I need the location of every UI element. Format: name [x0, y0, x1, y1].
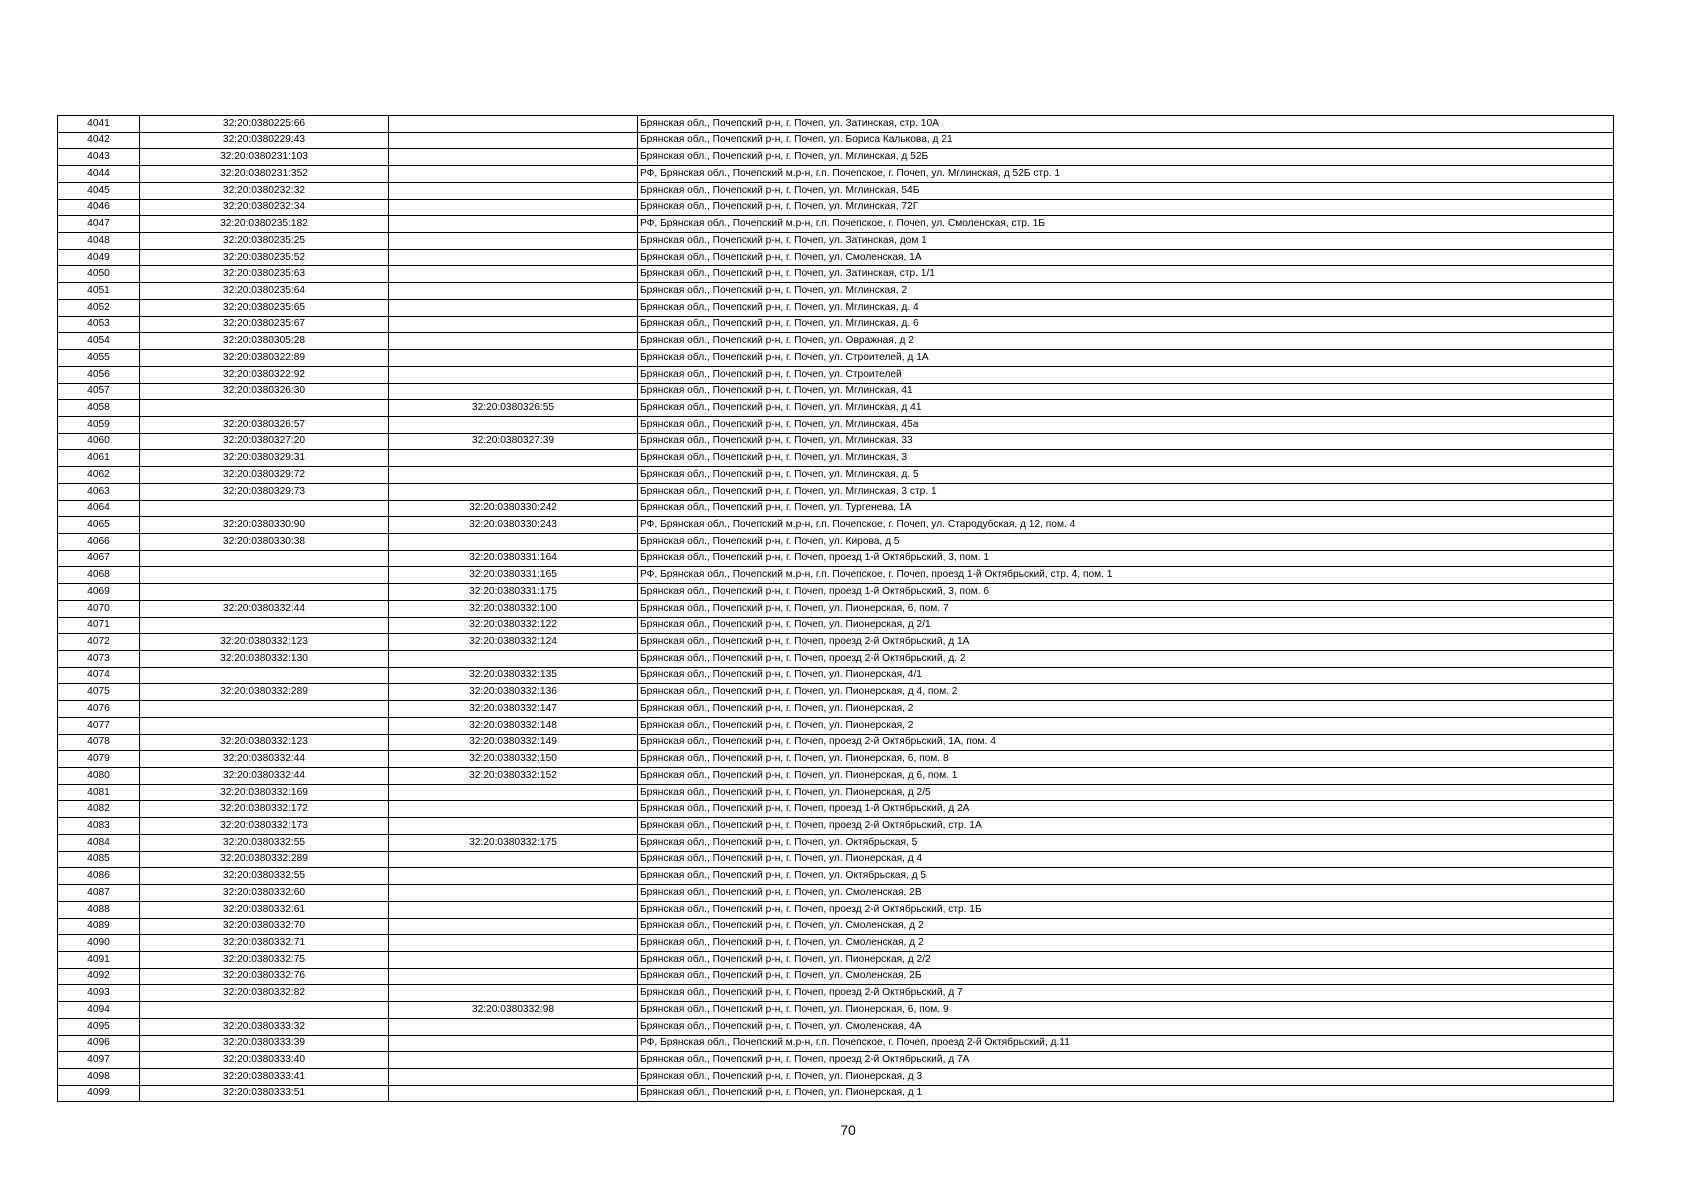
row-number-cell: 4096 [58, 1035, 140, 1052]
row-number-cell: 4048 [58, 233, 140, 250]
linked-cadastral-number-cell [389, 233, 638, 250]
cadastral-number-cell: 32:20:0380326:57 [140, 416, 389, 433]
row-number-cell: 4098 [58, 1068, 140, 1085]
address-cell: Брянская обл., Почепский р-н, г. Почеп, ул. Пионерская, д 2/2 [638, 951, 1614, 968]
row-number-cell: 4087 [58, 885, 140, 902]
table-row [58, 901, 1614, 918]
row-number-cell: 4042 [58, 132, 140, 149]
linked-cadastral-number-cell [389, 918, 638, 935]
linked-cadastral-number-cell [389, 249, 638, 266]
table-row [58, 249, 1614, 266]
table-row [58, 467, 1614, 484]
linked-cadastral-number-cell: 32:20:0380332:98 [389, 1002, 638, 1019]
table-row [58, 617, 1614, 634]
cadastral-number-cell: 32:20:0380332:76 [140, 968, 389, 985]
address-cell: Брянская обл., Почепский р-н, г. Почеп, ул. Затинская, стр. 10А [638, 116, 1614, 133]
table-row [58, 1068, 1614, 1085]
linked-cadastral-number-cell [389, 885, 638, 902]
linked-cadastral-number-cell [389, 935, 638, 952]
table-row [58, 517, 1614, 534]
linked-cadastral-number-cell [389, 266, 638, 283]
table-row [58, 533, 1614, 550]
row-number-cell: 4076 [58, 701, 140, 718]
row-number-cell: 4094 [58, 1002, 140, 1019]
cadastral-number-cell [140, 1002, 389, 1019]
row-number-cell: 4069 [58, 584, 140, 601]
table-row [58, 166, 1614, 183]
address-cell: Брянская обл., Почепский р-н, г. Почеп, ул. Пионерская, д 3 [638, 1068, 1614, 1085]
cadastral-number-cell: 32:20:0380332:123 [140, 634, 389, 651]
table-row [58, 734, 1614, 751]
cadastral-number-cell: 32:20:0380330:38 [140, 533, 389, 550]
row-number-cell: 4056 [58, 366, 140, 383]
row-number-cell: 4067 [58, 550, 140, 567]
row-number-cell: 4055 [58, 350, 140, 367]
row-number-cell: 4097 [58, 1052, 140, 1069]
table-row [58, 868, 1614, 885]
address-cell: Брянская обл., Почепский р-н, г. Почеп, ул. Смоленская, 1А [638, 249, 1614, 266]
address-cell: Брянская обл., Почепский р-н, г. Почеп, ул. Затинская, стр. 1/1 [638, 266, 1614, 283]
table-row [58, 801, 1614, 818]
table-row [58, 400, 1614, 417]
row-number-cell: 4088 [58, 901, 140, 918]
linked-cadastral-number-cell: 32:20:0380332:136 [389, 684, 638, 701]
address-cell: Брянская обл., Почепский р-н, г. Почеп, ул. Мглинская, д. 6 [638, 316, 1614, 333]
linked-cadastral-number-cell [389, 467, 638, 484]
address-cell: Брянская обл., Почепский р-н, г. Почеп, проезд 2-й Октябрьский, стр. 1Б [638, 901, 1614, 918]
table-row [58, 784, 1614, 801]
row-number-cell: 4050 [58, 266, 140, 283]
cadastral-number-cell: 32:20:0380332:123 [140, 734, 389, 751]
page-number: 70 [840, 1122, 856, 1138]
table-row [58, 316, 1614, 333]
cadastral-number-cell: 32:20:0380332:44 [140, 600, 389, 617]
address-cell: Брянская обл., Почепский р-н, г. Почеп, ул. Пионерская, 6, пом. 7 [638, 600, 1614, 617]
table-row [58, 350, 1614, 367]
linked-cadastral-number-cell [389, 801, 638, 818]
address-cell: Брянская обл., Почепский р-н, г. Почеп, ул. Пионерская, д 2/1 [638, 617, 1614, 634]
cadastral-number-cell: 32:20:0380232:34 [140, 199, 389, 216]
address-cell: Брянская обл., Почепский р-н, г. Почеп, ул. Мглинская, 45а [638, 416, 1614, 433]
linked-cadastral-number-cell [389, 1035, 638, 1052]
address-cell: Брянская обл., Почепский р-н, г. Почеп, ул. Октябрьская, 5 [638, 834, 1614, 851]
cadastral-number-cell: 32:20:0380332:82 [140, 985, 389, 1002]
table-row [58, 951, 1614, 968]
cadastral-number-cell: 32:20:0380333:40 [140, 1052, 389, 1069]
row-number-cell: 4093 [58, 985, 140, 1002]
linked-cadastral-number-cell: 32:20:0380332:150 [389, 751, 638, 768]
row-number-cell: 4091 [58, 951, 140, 968]
address-cell: Брянская обл., Почепский р-н, г. Почеп, ул. Мглинская, 2 [638, 283, 1614, 300]
cadastral-number-cell: 32:20:0380332:75 [140, 951, 389, 968]
cadastral-number-cell: 32:20:0380235:182 [140, 216, 389, 233]
table-row [58, 299, 1614, 316]
row-number-cell: 4085 [58, 851, 140, 868]
row-number-cell: 4079 [58, 751, 140, 768]
linked-cadastral-number-cell [389, 968, 638, 985]
cadastral-number-cell: 32:20:0380332:130 [140, 651, 389, 668]
row-number-cell: 4083 [58, 818, 140, 835]
linked-cadastral-number-cell [389, 166, 638, 183]
cadastral-number-cell: 32:20:0380231:352 [140, 166, 389, 183]
cadastral-number-cell: 32:20:0380229:43 [140, 132, 389, 149]
address-cell: РФ, Брянская обл., Почепский м.р-н, г.п. Почепское, г. Почеп, проезд 2-й Октябрьский, д.11 [638, 1035, 1614, 1052]
table-row [58, 333, 1614, 350]
row-number-cell: 4080 [58, 768, 140, 785]
table-row [58, 684, 1614, 701]
linked-cadastral-number-cell [389, 116, 638, 133]
address-cell: РФ, Брянская обл., Почепский м.р-н, г.п. Почепское, г. Почеп, проезд 1-й Октябрьский, стр. 4, пом. 1 [638, 567, 1614, 584]
row-number-cell: 4062 [58, 467, 140, 484]
cadastral-number-cell: 32:20:0380332:289 [140, 851, 389, 868]
table-row [58, 651, 1614, 668]
table-row [58, 266, 1614, 283]
cadastral-number-cell: 32:20:0380322:89 [140, 350, 389, 367]
cadastral-number-cell [140, 701, 389, 718]
table-row [58, 199, 1614, 216]
cadastral-number-cell [140, 567, 389, 584]
cadastral-number-cell [140, 717, 389, 734]
linked-cadastral-number-cell [389, 450, 638, 467]
linked-cadastral-number-cell [389, 416, 638, 433]
cadastral-number-cell: 32:20:0380232:32 [140, 182, 389, 199]
linked-cadastral-number-cell [389, 985, 638, 1002]
cadastral-number-cell: 32:20:0380332:289 [140, 684, 389, 701]
table-row [58, 283, 1614, 300]
table-row [58, 216, 1614, 233]
linked-cadastral-number-cell [389, 784, 638, 801]
linked-cadastral-number-cell [389, 149, 638, 166]
table-row [58, 985, 1614, 1002]
cadastral-number-cell: 32:20:0380235:63 [140, 266, 389, 283]
linked-cadastral-number-cell [389, 383, 638, 400]
registry-table-body [58, 116, 1614, 1102]
cadastral-number-cell: 32:20:0380231:103 [140, 149, 389, 166]
cadastral-number-cell: 32:20:0380332:44 [140, 768, 389, 785]
linked-cadastral-number-cell: 32:20:0380332:100 [389, 600, 638, 617]
cadastral-number-cell: 32:20:0380322:92 [140, 366, 389, 383]
row-number-cell: 4044 [58, 166, 140, 183]
linked-cadastral-number-cell: 32:20:0380332:135 [389, 667, 638, 684]
row-number-cell: 4047 [58, 216, 140, 233]
row-number-cell: 4068 [58, 567, 140, 584]
row-number-cell: 4060 [58, 433, 140, 450]
row-number-cell: 4057 [58, 383, 140, 400]
table-row [58, 116, 1614, 133]
address-cell: Брянская обл., Почепский р-н, г. Почеп, ул. Строителей [638, 366, 1614, 383]
table-row [58, 667, 1614, 684]
cadastral-number-cell [140, 400, 389, 417]
address-cell: Брянская обл., Почепский р-н, г. Почеп, ул. Смоленская, 4А [638, 1018, 1614, 1035]
row-number-cell: 4059 [58, 416, 140, 433]
cadastral-number-cell: 32:20:0380326:30 [140, 383, 389, 400]
cadastral-number-cell: 32:20:0380332:61 [140, 901, 389, 918]
cadastral-number-cell: 32:20:0380329:73 [140, 483, 389, 500]
row-number-cell: 4045 [58, 182, 140, 199]
cadastral-number-cell: 32:20:0380332:71 [140, 935, 389, 952]
address-cell: Брянская обл., Почепский р-н, г. Почеп, ул. Мглинская, д 41 [638, 400, 1614, 417]
cadastral-number-cell: 32:20:0380332:173 [140, 818, 389, 835]
address-cell: РФ, Брянская обл., Почепский м.р-н, г.п. Почепское, г. Почеп, ул. Стародубская, д 12, пом. 4 [638, 517, 1614, 534]
linked-cadastral-number-cell: 32:20:0380331:175 [389, 584, 638, 601]
address-cell: Брянская обл., Почепский р-н, г. Почеп, проезд 2-й Октябрьский, д 7 [638, 985, 1614, 1002]
address-cell: Брянская обл., Почепский р-н, г. Почеп, ул. Пионерская, д 6, пом. 1 [638, 768, 1614, 785]
row-number-cell: 4073 [58, 651, 140, 668]
address-cell: Брянская обл., Почепский р-н, г. Почеп, ул. Смоленская, 2Б [638, 968, 1614, 985]
address-cell: Брянская обл., Почепский р-н, г. Почеп, ул. Затинская, дом 1 [638, 233, 1614, 250]
table-row [58, 233, 1614, 250]
table-row [58, 500, 1614, 517]
cadastral-number-cell: 32:20:0380332:44 [140, 751, 389, 768]
cadastral-number-cell [140, 584, 389, 601]
row-number-cell: 4077 [58, 717, 140, 734]
table-row [58, 1052, 1614, 1069]
cadastral-number-cell: 32:20:0380235:25 [140, 233, 389, 250]
cadastral-number-cell: 32:20:0380333:41 [140, 1068, 389, 1085]
address-cell: Брянская обл., Почепский р-н, г. Почеп, ул. Смоленская, д 2 [638, 935, 1614, 952]
cadastral-number-cell: 32:20:0380327:20 [140, 433, 389, 450]
cadastral-number-cell: 32:20:0380332:70 [140, 918, 389, 935]
address-cell: Брянская обл., Почепский р-н, г. Почеп, ул. Смоленская, 2В [638, 885, 1614, 902]
cadastral-number-cell: 32:20:0380332:60 [140, 885, 389, 902]
cadastral-number-cell: 32:20:0380332:172 [140, 801, 389, 818]
cadastral-number-cell [140, 500, 389, 517]
table-row [58, 634, 1614, 651]
address-cell: Брянская обл., Почепский р-н, г. Почеп, ул. Строителей, д 1А [638, 350, 1614, 367]
row-number-cell: 4065 [58, 517, 140, 534]
table-row [58, 751, 1614, 768]
cadastral-number-cell: 32:20:0380332:169 [140, 784, 389, 801]
table-row [58, 1035, 1614, 1052]
address-cell: Брянская обл., Почепский р-н, г. Почеп, ул. Овражная, д 2 [638, 333, 1614, 350]
table-row [58, 600, 1614, 617]
address-cell: Брянская обл., Почепский р-н, г. Почеп, ул. Пионерская, д 4, пом. 2 [638, 684, 1614, 701]
row-number-cell: 4078 [58, 734, 140, 751]
address-cell: РФ, Брянская обл., Почепский м.р-н, г.п. Почепское, г. Почеп, ул. Смоленская, стр. 1Б [638, 216, 1614, 233]
address-cell: Брянская обл., Почепский р-н, г. Почеп, проезд 1-й Октябрьский, 3, пом. 1 [638, 550, 1614, 567]
row-number-cell: 4051 [58, 283, 140, 300]
row-number-cell: 4063 [58, 483, 140, 500]
cadastral-number-cell [140, 550, 389, 567]
linked-cadastral-number-cell [389, 1052, 638, 1069]
address-cell: Брянская обл., Почепский р-н, г. Почеп, ул. Кирова, д 5 [638, 533, 1614, 550]
address-cell: Брянская обл., Почепский р-н, г. Почеп, ул. Пионерская, 4/1 [638, 667, 1614, 684]
table-row [58, 182, 1614, 199]
linked-cadastral-number-cell [389, 818, 638, 835]
address-cell: Брянская обл., Почепский р-н, г. Почеп, ул. Пионерская, д 1 [638, 1085, 1614, 1102]
row-number-cell: 4075 [58, 684, 140, 701]
row-number-cell: 4095 [58, 1018, 140, 1035]
linked-cadastral-number-cell: 32:20:0380332:149 [389, 734, 638, 751]
row-number-cell: 4071 [58, 617, 140, 634]
address-cell: Брянская обл., Почепский р-н, г. Почеп, ул. Пионерская, 2 [638, 717, 1614, 734]
row-number-cell: 4064 [58, 500, 140, 517]
address-cell: Брянская обл., Почепский р-н, г. Почеп, ул. Октябрьская, д 5 [638, 868, 1614, 885]
address-cell: Брянская обл., Почепский р-н, г. Почеп, ул. Мглинская, 33 [638, 433, 1614, 450]
linked-cadastral-number-cell: 32:20:0380332:122 [389, 617, 638, 634]
table-row [58, 450, 1614, 467]
linked-cadastral-number-cell: 32:20:0380330:242 [389, 500, 638, 517]
cadastral-number-cell: 32:20:0380235:67 [140, 316, 389, 333]
row-number-cell: 4082 [58, 801, 140, 818]
table-row [58, 567, 1614, 584]
linked-cadastral-number-cell [389, 132, 638, 149]
cadastral-number-cell: 32:20:0380235:65 [140, 299, 389, 316]
linked-cadastral-number-cell [389, 901, 638, 918]
linked-cadastral-number-cell: 32:20:0380331:164 [389, 550, 638, 567]
address-cell: Брянская обл., Почепский р-н, г. Почеп, проезд 1-й Октябрьский, 3, пом. 6 [638, 584, 1614, 601]
table-row [58, 768, 1614, 785]
row-number-cell: 4090 [58, 935, 140, 952]
table-row [58, 935, 1614, 952]
row-number-cell: 4092 [58, 968, 140, 985]
linked-cadastral-number-cell [389, 1068, 638, 1085]
linked-cadastral-number-cell: 32:20:0380332:175 [389, 834, 638, 851]
linked-cadastral-number-cell: 32:20:0380327:39 [389, 433, 638, 450]
cadastral-number-cell: 32:20:0380330:90 [140, 517, 389, 534]
table-row [58, 1002, 1614, 1019]
address-cell: Брянская обл., Почепский р-н, г. Почеп, ул. Пионерская, д 2/5 [638, 784, 1614, 801]
address-cell: Брянская обл., Почепский р-н, г. Почеп, проезд 2-й Октябрьский, д. 2 [638, 651, 1614, 668]
row-number-cell: 4052 [58, 299, 140, 316]
cadastral-number-cell: 32:20:0380329:31 [140, 450, 389, 467]
table-row [58, 885, 1614, 902]
address-cell: Брянская обл., Почепский р-н, г. Почеп, ул. Мглинская, д. 4 [638, 299, 1614, 316]
row-number-cell: 4043 [58, 149, 140, 166]
linked-cadastral-number-cell [389, 333, 638, 350]
cadastral-number-cell: 32:20:0380329:72 [140, 467, 389, 484]
cadastral-number-cell: 32:20:0380225:66 [140, 116, 389, 133]
linked-cadastral-number-cell [389, 868, 638, 885]
linked-cadastral-number-cell: 32:20:0380330:243 [389, 517, 638, 534]
address-cell: Брянская обл., Почепский р-н, г. Почеп, ул. Мглинская, д 52Б [638, 149, 1614, 166]
row-number-cell: 4053 [58, 316, 140, 333]
row-number-cell: 4041 [58, 116, 140, 133]
linked-cadastral-number-cell [389, 350, 638, 367]
table-row [58, 416, 1614, 433]
linked-cadastral-number-cell: 32:20:0380331:165 [389, 567, 638, 584]
cadastral-number-cell: 32:20:0380333:51 [140, 1085, 389, 1102]
address-cell: Брянская обл., Почепский р-н, г. Почеп, ул. Мглинская, д. 5 [638, 467, 1614, 484]
linked-cadastral-number-cell: 32:20:0380332:152 [389, 768, 638, 785]
row-number-cell: 4054 [58, 333, 140, 350]
row-number-cell: 4089 [58, 918, 140, 935]
address-cell: Брянская обл., Почепский р-н, г. Почеп, проезд 2-й Октябрьский, 1А, пом. 4 [638, 734, 1614, 751]
address-cell: Брянская обл., Почепский р-н, г. Почеп, проезд 2-й Октябрьский, стр. 1А [638, 818, 1614, 835]
address-cell: Брянская обл., Почепский р-н, г. Почеп, ул. Бориса Калькова, д 21 [638, 132, 1614, 149]
address-cell: РФ, Брянская обл., Почепский м.р-н, г.п. Почепское, г. Почеп, ул. Мглинская, д 52Б стр. 1 [638, 166, 1614, 183]
row-number-cell: 4072 [58, 634, 140, 651]
linked-cadastral-number-cell: 32:20:0380326:55 [389, 400, 638, 417]
row-number-cell: 4049 [58, 249, 140, 266]
row-number-cell: 4066 [58, 533, 140, 550]
table-row [58, 701, 1614, 718]
linked-cadastral-number-cell [389, 299, 638, 316]
cadastral-number-cell: 32:20:0380305:28 [140, 333, 389, 350]
table-row [58, 818, 1614, 835]
linked-cadastral-number-cell [389, 216, 638, 233]
table-row [58, 132, 1614, 149]
linked-cadastral-number-cell [389, 182, 638, 199]
address-cell: Брянская обл., Почепский р-н, г. Почеп, проезд 2-й Октябрьский, д 1А [638, 634, 1614, 651]
cadastral-number-cell: 32:20:0380332:55 [140, 868, 389, 885]
cadastral-number-cell: 32:20:0380332:55 [140, 834, 389, 851]
address-cell: Брянская обл., Почепский р-н, г. Почеп, ул. Пионерская, 6, пом. 9 [638, 1002, 1614, 1019]
table-row [58, 550, 1614, 567]
address-cell: Брянская обл., Почепский р-н, г. Почеп, ул. Смоленская, д 2 [638, 918, 1614, 935]
linked-cadastral-number-cell: 32:20:0380332:147 [389, 701, 638, 718]
linked-cadastral-number-cell [389, 851, 638, 868]
address-cell: Брянская обл., Почепский р-н, г. Почеп, проезд 2-й Октябрьский, д 7А [638, 1052, 1614, 1069]
table-row [58, 383, 1614, 400]
row-number-cell: 4086 [58, 868, 140, 885]
cadastral-number-cell: 32:20:0380333:32 [140, 1018, 389, 1035]
address-cell: Брянская обл., Почепский р-н, г. Почеп, ул. Мглинская, 41 [638, 383, 1614, 400]
address-cell: Брянская обл., Почепский р-н, г. Почеп, ул. Пионерская, 2 [638, 701, 1614, 718]
linked-cadastral-number-cell [389, 533, 638, 550]
table-row [58, 149, 1614, 166]
address-cell: Брянская обл., Почепский р-н, г. Почеп, ул. Мглинская, 54Б [638, 182, 1614, 199]
table-row [58, 584, 1614, 601]
linked-cadastral-number-cell [389, 951, 638, 968]
linked-cadastral-number-cell [389, 283, 638, 300]
linked-cadastral-number-cell [389, 316, 638, 333]
table-row [58, 918, 1614, 935]
address-cell: Брянская обл., Почепский р-н, г. Почеп, ул. Тургенева, 1А [638, 500, 1614, 517]
linked-cadastral-number-cell [389, 366, 638, 383]
linked-cadastral-number-cell [389, 199, 638, 216]
row-number-cell: 4099 [58, 1085, 140, 1102]
row-number-cell: 4084 [58, 834, 140, 851]
table-row [58, 1018, 1614, 1035]
linked-cadastral-number-cell: 32:20:0380332:124 [389, 634, 638, 651]
table-row [58, 433, 1614, 450]
address-cell: Брянская обл., Почепский р-н, г. Почеп, проезд 1-й Октябрьский, д 2А [638, 801, 1614, 818]
address-cell: Брянская обл., Почепский р-н, г. Почеп, ул. Пионерская, 6, пом. 8 [638, 751, 1614, 768]
row-number-cell: 4070 [58, 600, 140, 617]
table-row [58, 834, 1614, 851]
table-row [58, 968, 1614, 985]
table-row [58, 717, 1614, 734]
linked-cadastral-number-cell: 32:20:0380332:148 [389, 717, 638, 734]
cadastral-number-cell: 32:20:0380235:64 [140, 283, 389, 300]
cadastral-number-cell: 32:20:0380333:39 [140, 1035, 389, 1052]
cadastral-number-cell [140, 667, 389, 684]
row-number-cell: 4081 [58, 784, 140, 801]
row-number-cell: 4061 [58, 450, 140, 467]
registry-table [57, 115, 1614, 1102]
table-row [58, 483, 1614, 500]
table-row [58, 1085, 1614, 1102]
linked-cadastral-number-cell [389, 651, 638, 668]
row-number-cell: 4046 [58, 199, 140, 216]
address-cell: Брянская обл., Почепский р-н, г. Почеп, ул. Пионерская, д 4 [638, 851, 1614, 868]
table-row [58, 366, 1614, 383]
linked-cadastral-number-cell [389, 1085, 638, 1102]
address-cell: Брянская обл., Почепский р-н, г. Почеп, ул. Мглинская, 3 [638, 450, 1614, 467]
linked-cadastral-number-cell [389, 1018, 638, 1035]
address-cell: Брянская обл., Почепский р-н, г. Почеп, ул. Мглинская, 3 стр. 1 [638, 483, 1614, 500]
cadastral-number-cell [140, 617, 389, 634]
row-number-cell: 4058 [58, 400, 140, 417]
row-number-cell: 4074 [58, 667, 140, 684]
cadastral-number-cell: 32:20:0380235:52 [140, 249, 389, 266]
address-cell: Брянская обл., Почепский р-н, г. Почеп, ул. Мглинская, 72Г [638, 199, 1614, 216]
table-row [58, 851, 1614, 868]
linked-cadastral-number-cell [389, 483, 638, 500]
